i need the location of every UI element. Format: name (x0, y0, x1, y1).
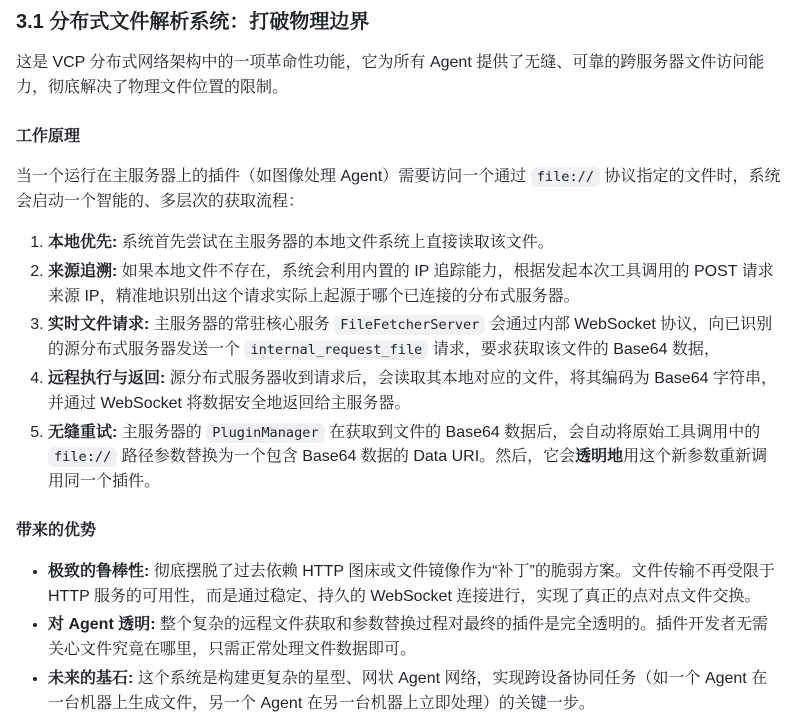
text-run: 请求，要求获取该文件的 Base64 数据， (428, 341, 720, 359)
inline-code: FileFetcherServer (334, 315, 485, 335)
lead-paragraph (16, 165, 782, 215)
text-run: 这个系统是构建更复杂的星型、网状 Agent 网络，实现跨设备协同任务（如一个 Agent 在一台机器上生成文件，另一个 Agent 在另一台机器上立即处理）的关键一步。 (48, 669, 768, 712)
subheading-benefits: 带来的优势 (16, 521, 97, 539)
text-run: 整个复杂的远程文件获取和参数替换过程对最终的插件是完全透明的。插件开发者无需关心文件究竟在哪里，只需正常处理文件数据即可。 (48, 616, 769, 659)
text-run: 路径参数替换为一个包含 Base64 数据的 Data URI。然后，它会 (117, 448, 576, 466)
benefits-bullet-list (16, 560, 782, 717)
list-item (48, 260, 782, 310)
subheading-how-it-works: 工作原理 (16, 127, 81, 145)
inline-code: file:// (531, 167, 600, 187)
text-run: 协议指定的文件时，系统会启动一个智能的、多层次的获取流程： (16, 168, 781, 211)
list-item (48, 367, 782, 417)
text-run: 源分布式服务器收到请求后，会读取其本地对应的文件，将其编码为 Base64 字符串，并通过 WebSocket 将数据安全地返回给主服务器。 (48, 369, 777, 412)
text-run: 当一个运行在主服务器上的插件（如图像处理 Agent）需要访问一个通过 (16, 168, 531, 186)
bold-text: 来源追溯: (48, 262, 118, 280)
bold-text: 透明地 (575, 448, 624, 466)
text-run: 这是 VCP 分布式网络架构中的一项革命性功能，它为所有 Agent 提供了无缝、可靠的跨服务器文件访问能力，彻底解决了物理文件位置的限制。 (16, 54, 765, 96)
inline-code: file:// (48, 447, 117, 467)
inline-code: PluginManager (206, 423, 324, 443)
text-run: 主服务器的 (117, 423, 207, 441)
list-item (48, 667, 782, 717)
list-item (48, 560, 782, 610)
text-run: 会通过内部 WebSocket 协议，向已识别的源分布式服务器发送一个 (48, 316, 773, 359)
text-run: 在获取到文件的 Base64 数据后，会自动将原始工具调用中的 (324, 423, 761, 441)
list-item (48, 421, 782, 495)
bold-text: 极致的鲁棒性: (48, 562, 150, 580)
text-run: 主服务器的常驻核心服务 (149, 316, 335, 334)
bold-text: 本地优先: (48, 233, 118, 251)
bold-text: 对 Agent 透明: (48, 616, 156, 634)
list-item (48, 613, 782, 663)
bold-text: 远程执行与返回: (48, 369, 166, 387)
intro-paragraph (16, 51, 782, 101)
text-run: 用这个新参数重新调用同一个插件。 (48, 448, 768, 491)
markdown-document (16, 10, 782, 717)
bold-text: 未来的基石: (48, 669, 134, 687)
section-title: 3.1 分布式文件解析系统：打破物理边界 (16, 11, 370, 33)
inline-code: internal_request_file (244, 340, 428, 360)
bold-text: 无缝重试: (48, 423, 118, 441)
bold-text: 实时文件请求: (48, 316, 150, 334)
list-item (48, 313, 782, 363)
text-run: 如果本地文件不存在，系统会利用内置的 IP 追踪能力，根据发起本次工具调用的 POST 请求来源 IP，精准地识别出这个请求实际上起源于哪个已连接的分布式服务器。 (48, 262, 774, 305)
text-run: 系统首先尝试在主服务器的本地文件系统上直接读取该文件。 (117, 233, 554, 251)
list-item (48, 231, 782, 256)
text-run: 彻底摆脱了过去依赖 HTTP 图床或文件镜像作为“补丁”的脆弱方案。文件传输不再受限于 HTTP 服务的可用性，而是通过稳定、持久的 WebSocket 连接进行，实现了真正的点对点文件交换。 (48, 562, 775, 605)
steps-ordered-list (16, 231, 782, 495)
